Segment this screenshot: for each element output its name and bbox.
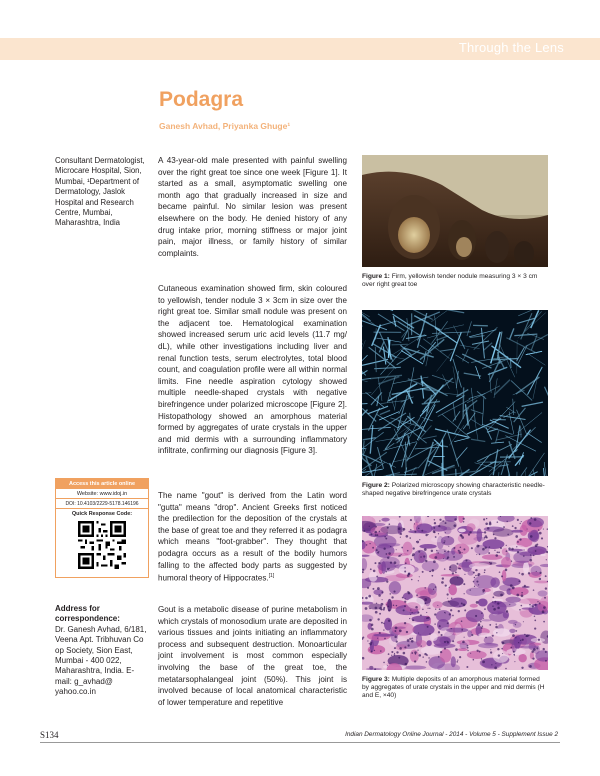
figure-1 <box>362 155 548 289</box>
body-paragraph-2: Cutaneous examination showed firm, skin coloured to yellowish, tender nodule 3 × 3cm in size over the right great toe. Similar small nodule was present on the adjacent toe. Hematological examination showed increased serum uric acid levels (11.7 mg/ dL), while other investigations including liver and renal function tests, serum electrolytes, total blood count, and coagulation profile were all within normal limits. Fine needle aspiration cytology showed multiple needle-shaped crystals with negative birefringence under polarized microscope [Figure 2]. Histopathology showed an amorphous material formed by aggregates of urate crystals in the upper and mid dermis with a surrounding inflammatory infiltrate, confirming our diagnosis [Figure 3]. <box>158 284 347 456</box>
qr-code-image <box>78 521 126 569</box>
figure-1-caption <box>362 273 548 289</box>
figure-3-caption <box>362 676 548 701</box>
figure-2 <box>362 310 548 498</box>
access-article-box <box>55 478 149 578</box>
body-paragraph-4: Gout is a metabolic disease of purine metabolism in which crystals of monosodium urate are deposited in various tissues and joints initiating an inflammatory process and subsequent destruction. Monoarticular joint involvement is most common especially involving the base of the great toe, the metatarsophalangeal joint (50%). This joint is involved because of local anatomical characteristic of lower temperature and repetitive <box>158 605 347 707</box>
section-title: Through the Lens <box>458 40 564 55</box>
page-number: S134 <box>40 730 59 740</box>
access-website[interactable]: Website: www.idoj.in <box>56 489 148 499</box>
paragraph-3-text: The name "gout" is derived from the Latin word "gutta" means "drop". Ancient Greeks first noticed the predilection for the deposition of the crystals at the base of great toe and they referred it as podagra which means "foot-grabber". They thought that podagra occurs as a result of the bodily humors falling to the affected body parts as suggested by humoral theory of Hippocrates. <box>158 491 347 583</box>
figure-1-image <box>362 155 548 267</box>
figure-2-caption-text: Polarized microscopy showing characteristic needle-shaped negative birefringence urate crystals <box>362 482 545 498</box>
figure-3 <box>362 516 548 701</box>
figure-3-caption-text: Multiple deposits of an amorphous material formed by aggregates of urate crystals in the upper and mid dermis (H and E, ×40) <box>362 676 545 700</box>
address-text: Dr. Ganesh Avhad, 6/181, Veena Apt. Tribhuvan Co op Society, Sion East, Mumbai - 400 022, Maharashtra, India. E-mail: g_avhad@ yahoo.co.in <box>55 624 147 697</box>
figure-2-label: Figure 2: <box>362 482 390 489</box>
figure-1-label: Figure 1: <box>362 273 390 280</box>
figure-2-caption <box>362 482 548 498</box>
qr-code-label: Quick Response Code: <box>71 511 133 517</box>
body-paragraph-3 <box>158 490 347 584</box>
figure-1-caption-text: Firm, yellowish tender nodule measuring 3 × 3 cm over right great toe <box>362 273 538 289</box>
reference-marker[interactable]: [1] <box>268 573 275 580</box>
access-doi[interactable]: DOI: 10.4103/2229-5178.146196 <box>56 499 148 509</box>
body-paragraph-1: A 43-year-old male presented with painful swelling over the right great toe since one week [Figure 1]. It started as a small, asymptomatic swelling one month ago that gradually increased in size and became painful. No similar lesion was present elsewhere on the body. He denied history of any drug intake prior, morning stiffness or major joint pain, major illness, or family history of similar complaints. <box>158 156 347 258</box>
figure-3-label: Figure 3: <box>362 676 390 683</box>
address-title: Address for correspondence: <box>55 604 120 624</box>
access-heading: Access this article online <box>56 479 148 489</box>
figure-2-image <box>362 310 548 476</box>
article-title: Podagra <box>159 88 244 111</box>
correspondence-address <box>55 604 149 698</box>
article-authors: Ganesh Avhad, Priyanka Ghuge¹ <box>159 121 291 131</box>
figure-3-image <box>362 516 548 670</box>
author-affiliation: Consultant Dermatologist, Microcare Hospital, Sion, Mumbai, ¹Department of Dermatology, Jaslok Hospital and Research Centre, Mumbai, Maharashtra, India <box>55 156 145 228</box>
journal-citation: Indian Dermatology Online Journal - 2014 - Volume 5 - Supplement Issue 2 <box>345 731 558 738</box>
footer-rule <box>40 742 560 743</box>
